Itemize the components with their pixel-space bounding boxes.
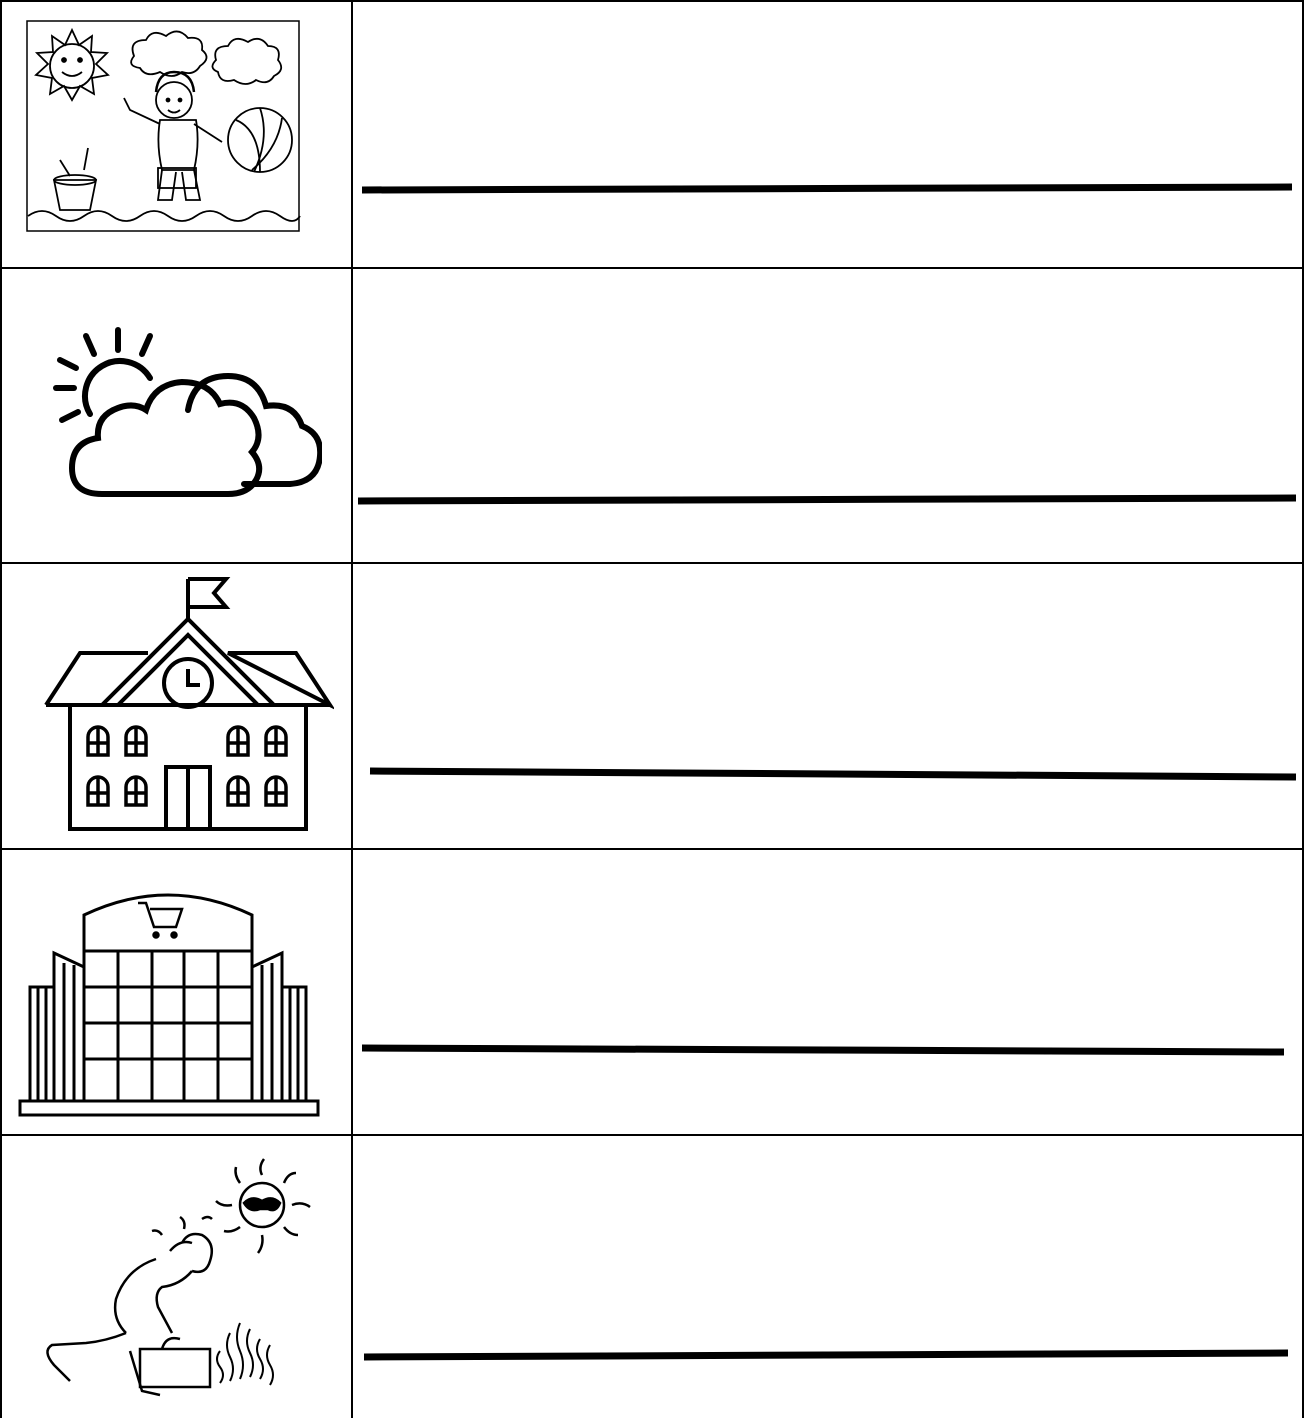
answer-cell-5[interactable] xyxy=(354,1135,1304,1418)
heat-waves-icon xyxy=(217,1323,273,1385)
worksheet-row-4 xyxy=(0,849,1304,1135)
worksheet-row-2 xyxy=(0,268,1304,563)
answer-cell-4[interactable] xyxy=(354,849,1304,1135)
answer-cell-3[interactable] xyxy=(354,563,1304,849)
shopping-mall-icon xyxy=(18,887,320,1119)
partly-cloudy-icon xyxy=(50,324,322,500)
answer-cell-2[interactable] xyxy=(354,268,1304,563)
school-building-icon xyxy=(42,575,334,831)
beach-boy-picture xyxy=(26,20,302,234)
tired-man-icon xyxy=(47,1217,212,1395)
answer-line-1 xyxy=(354,0,1304,268)
answer-line-5 xyxy=(354,1135,1304,1418)
hot-sun-tired-man-icon xyxy=(44,1155,330,1399)
answer-line-3 xyxy=(354,563,1304,849)
answer-cell-1[interactable] xyxy=(354,0,1304,268)
sun-icon xyxy=(216,1159,310,1253)
shopping-cart-icon xyxy=(138,903,182,938)
worksheet-row-3 xyxy=(0,563,1304,849)
answer-line-2 xyxy=(354,268,1304,563)
worksheet-row-1 xyxy=(0,0,1304,268)
worksheet-row-5 xyxy=(0,1135,1304,1418)
answer-line-4 xyxy=(354,849,1304,1135)
